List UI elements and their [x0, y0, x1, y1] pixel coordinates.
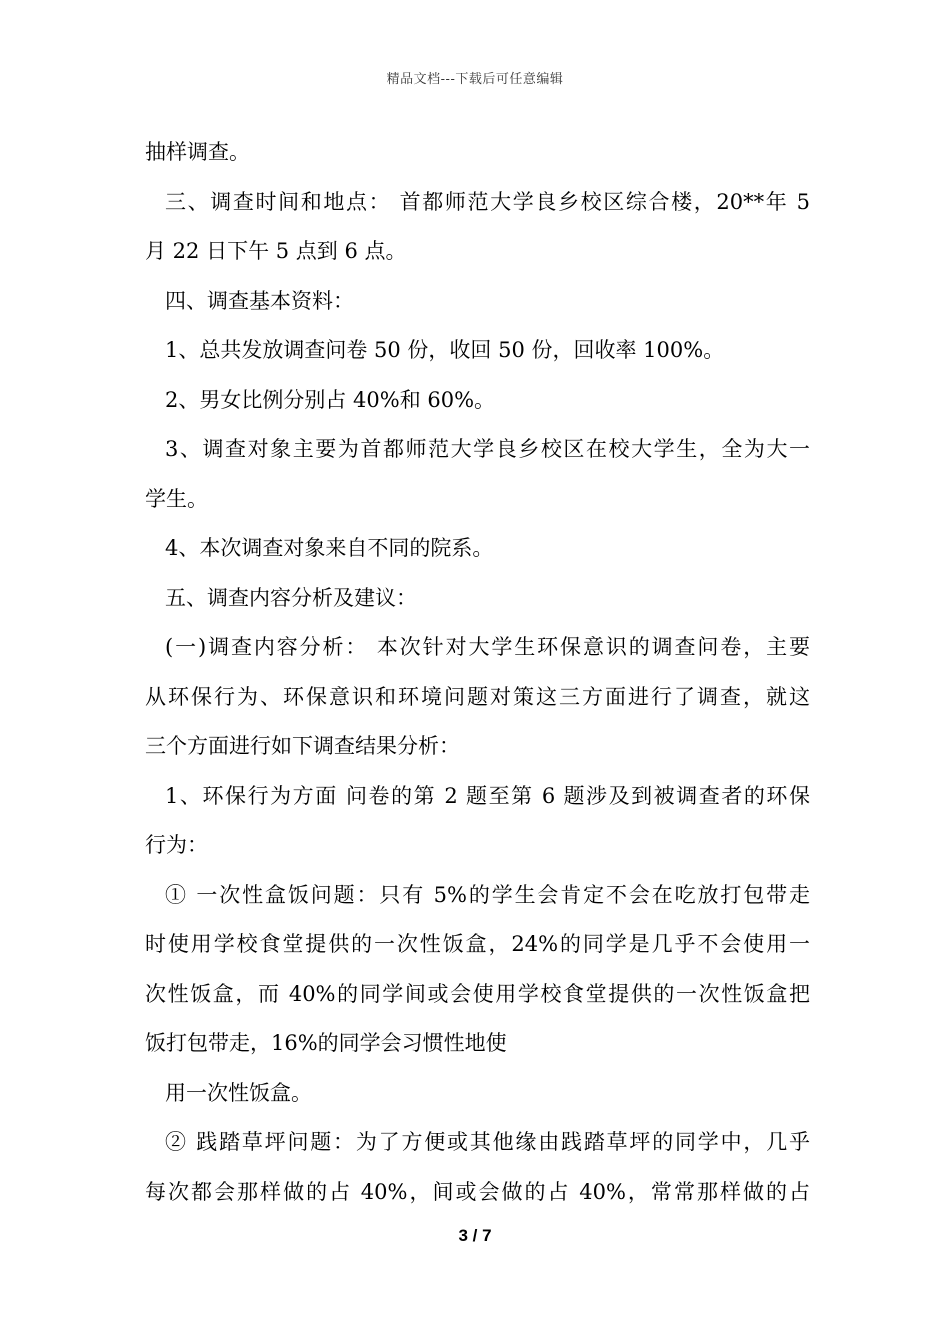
text-line: 三个方面进行如下调查结果分析： — [145, 734, 460, 758]
text-line: 从环保行为、环保意识和环境问题对策这三方面进行了调查，就这 — [145, 684, 810, 709]
page-number: 3 / 7 — [458, 1226, 492, 1245]
document-body — [145, 128, 810, 1217]
text-line: 2、男女比例分别占 40%和 60%。 — [165, 387, 496, 412]
text-line: 抽样调查。 — [145, 140, 250, 164]
text-line: 1、环保行为方面 问卷的第 2 题至第 6 题涉及到被调查者的环保 — [165, 783, 810, 808]
text-line: 1、总共发放调查问卷 50 份，收回 50 份，回收率 100%。 — [165, 338, 725, 362]
text-line: ① 一次性盒饭问题：只有 5%的学生会肯定不会在吃放打包带走 — [165, 882, 810, 907]
text-line: 每次都会那样做的占 40%，间或会做的占 40%，常常那样做的占 — [145, 1179, 810, 1204]
text-line: 行为： — [145, 833, 208, 857]
text-line: 五、调查内容分析及建议： — [165, 585, 417, 610]
text-line: 四、调查基本资料： — [165, 288, 354, 313]
text-line: 用一次性饭盒。 — [165, 1080, 312, 1105]
text-line: 学生。 — [145, 486, 208, 511]
text-line: 4、本次调查对象来自不同的院系。 — [165, 536, 494, 560]
page-header: 精品文档---下载后可任意编辑 — [386, 72, 564, 87]
text-line: ② 践踏草坪问题：为了方便或其他缘由践踏草坪的同学中，几乎 — [165, 1130, 810, 1154]
text-line: 3、调查对象主要为首都师范大学良乡校区在校大学生，全为大一 — [165, 437, 810, 461]
text-line: 月 22 日下午 5 点到 6 点。 — [145, 239, 407, 263]
text-line: 次性饭盒，而 40%的同学间或会使用学校食堂提供的一次性饭盒把 — [145, 981, 810, 1006]
text-line: 饭打包带走，16%的同学会习惯性地使 — [145, 1031, 507, 1055]
text-line: 三、调查时间和地点： 首都师范大学良乡校区综合楼，20**年 5 — [165, 189, 810, 214]
text-line: 时使用学校食堂提供的一次性饭盒，24%的同学是几乎不会使用一 — [145, 932, 810, 956]
text-line: (一)调查内容分析： 本次针对大学生环保意识的调查问卷，主要 — [165, 635, 810, 659]
